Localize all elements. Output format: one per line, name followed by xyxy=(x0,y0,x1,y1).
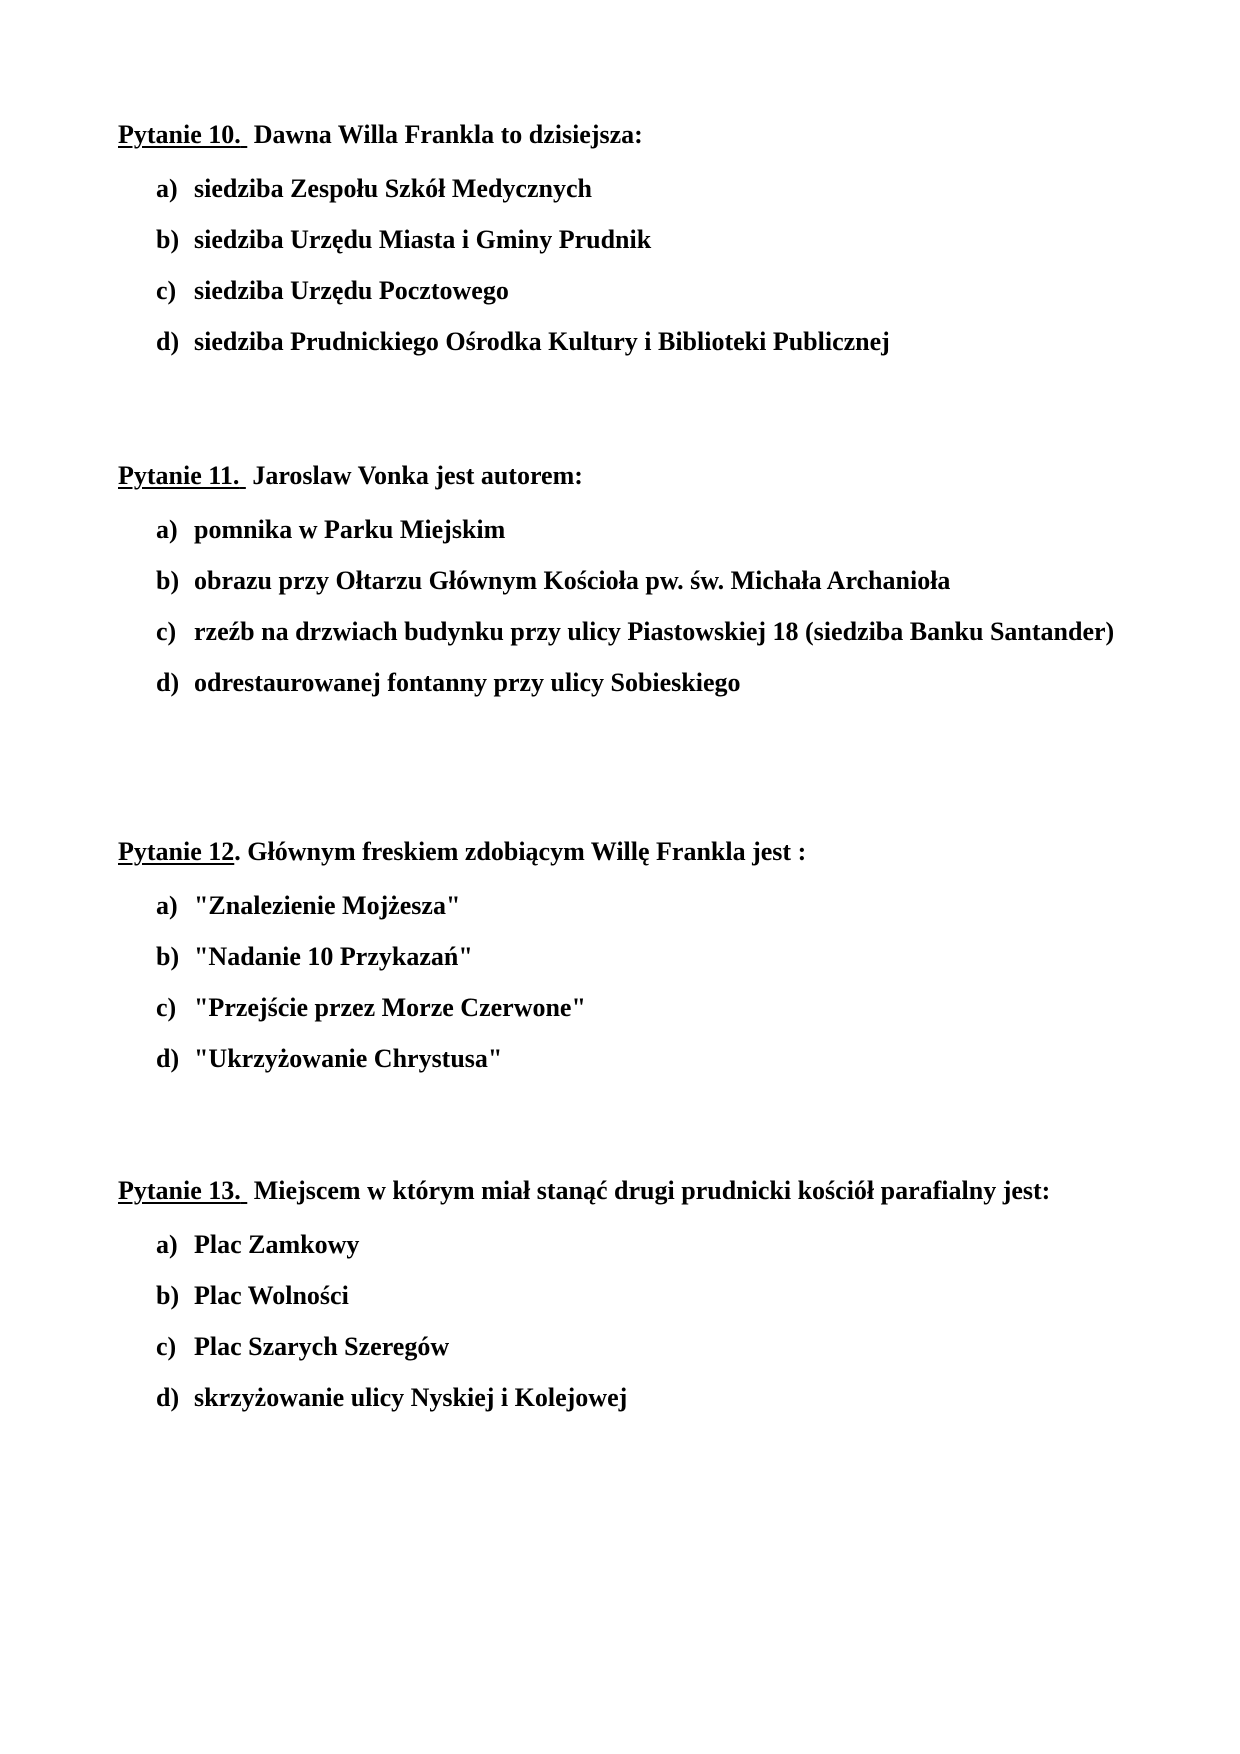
option-letter: b) xyxy=(156,1281,180,1310)
question-label: Pytanie 11. xyxy=(118,461,240,490)
question-text: Miejscem w którym miał stanąć drugi prudnicki kościół parafialny jest: xyxy=(247,1176,1051,1205)
question-12 xyxy=(118,832,1128,1076)
answer-option-a xyxy=(118,172,1128,206)
option-letter: a) xyxy=(156,515,178,544)
option-text: "Przejście przez Morze Czerwone" xyxy=(194,993,586,1022)
option-text: "Znalezienie Mojżesza" xyxy=(194,891,461,920)
option-letter: a) xyxy=(156,891,178,920)
answer-option-a xyxy=(118,513,1128,547)
option-letter: b) xyxy=(156,225,180,254)
question-label: Pytanie 13. xyxy=(118,1176,241,1205)
option-letter: d) xyxy=(156,1383,180,1412)
question-heading xyxy=(118,1171,1128,1211)
answer-options xyxy=(118,513,1128,700)
question-13 xyxy=(118,1171,1128,1415)
option-letter: d) xyxy=(156,1044,180,1073)
question-text: Jaroslaw Vonka jest autorem: xyxy=(245,461,583,490)
option-letter: d) xyxy=(156,668,180,697)
option-text: skrzyżowanie ulicy Nyskiej i Kolejowej xyxy=(194,1383,628,1412)
answer-options xyxy=(118,889,1128,1076)
answer-option-b xyxy=(118,564,1128,598)
option-text: "Ukrzyżowanie Chrystusa" xyxy=(194,1044,503,1073)
option-letter: c) xyxy=(156,276,177,305)
answer-option-b xyxy=(118,940,1128,974)
question-text: . Głównym freskiem zdobiącym Willę Frankla jest : xyxy=(234,837,807,866)
answer-option-d xyxy=(118,1381,1128,1415)
answer-options xyxy=(118,1228,1128,1415)
answer-option-b xyxy=(118,1279,1128,1313)
question-text: Dawna Willa Frankla to dzisiejsza: xyxy=(247,120,643,149)
option-text: siedziba Prudnickiego Ośrodka Kultury i Biblioteki Publicznej xyxy=(194,327,890,356)
option-letter: c) xyxy=(156,993,177,1022)
option-text: Plac Szarych Szeregów xyxy=(194,1332,450,1361)
option-text: siedziba Urzędu Pocztowego xyxy=(194,276,509,305)
answer-option-d xyxy=(118,325,1128,359)
answer-option-c xyxy=(118,615,1128,649)
answer-options xyxy=(118,172,1128,359)
option-text: Plac Zamkowy xyxy=(194,1230,360,1259)
question-10 xyxy=(118,115,1128,359)
option-text: pomnika w Parku Miejskim xyxy=(194,515,506,544)
option-letter: b) xyxy=(156,942,180,971)
answer-option-c xyxy=(118,1330,1128,1364)
option-letter: d) xyxy=(156,327,180,356)
answer-option-d xyxy=(118,1042,1128,1076)
question-11 xyxy=(118,456,1128,700)
answer-option-a xyxy=(118,1228,1128,1262)
option-text: siedziba Zespołu Szkół Medycznych xyxy=(194,174,592,203)
answer-option-c xyxy=(118,991,1128,1025)
option-text: rzeźb na drzwiach budynku przy ulicy Piastowskiej 18 (siedziba Banku Santander) xyxy=(194,617,1115,646)
option-letter: a) xyxy=(156,174,178,203)
option-text: "Nadanie 10 Przykazań" xyxy=(194,942,473,971)
option-text: obrazu przy Ołtarzu Głównym Kościoła pw. św. Michała Archanioła xyxy=(194,566,951,595)
question-label: Pytanie 10. xyxy=(118,120,241,149)
option-text: siedziba Urzędu Miasta i Gminy Prudnik xyxy=(194,225,652,254)
question-label: Pytanie 12 xyxy=(118,837,235,866)
option-letter: b) xyxy=(156,566,180,595)
answer-option-a xyxy=(118,889,1128,923)
option-text: odrestaurowanej fontanny przy ulicy Sobieskiego xyxy=(194,668,741,697)
option-text: Plac Wolności xyxy=(194,1281,349,1310)
answer-option-c xyxy=(118,274,1128,308)
option-letter: c) xyxy=(156,617,177,646)
answer-option-b xyxy=(118,223,1128,257)
option-letter: a) xyxy=(156,1230,178,1259)
option-letter: c) xyxy=(156,1332,177,1361)
question-heading xyxy=(118,456,1128,496)
question-heading xyxy=(118,115,1128,155)
answer-option-d xyxy=(118,666,1128,700)
question-heading xyxy=(118,832,1128,872)
